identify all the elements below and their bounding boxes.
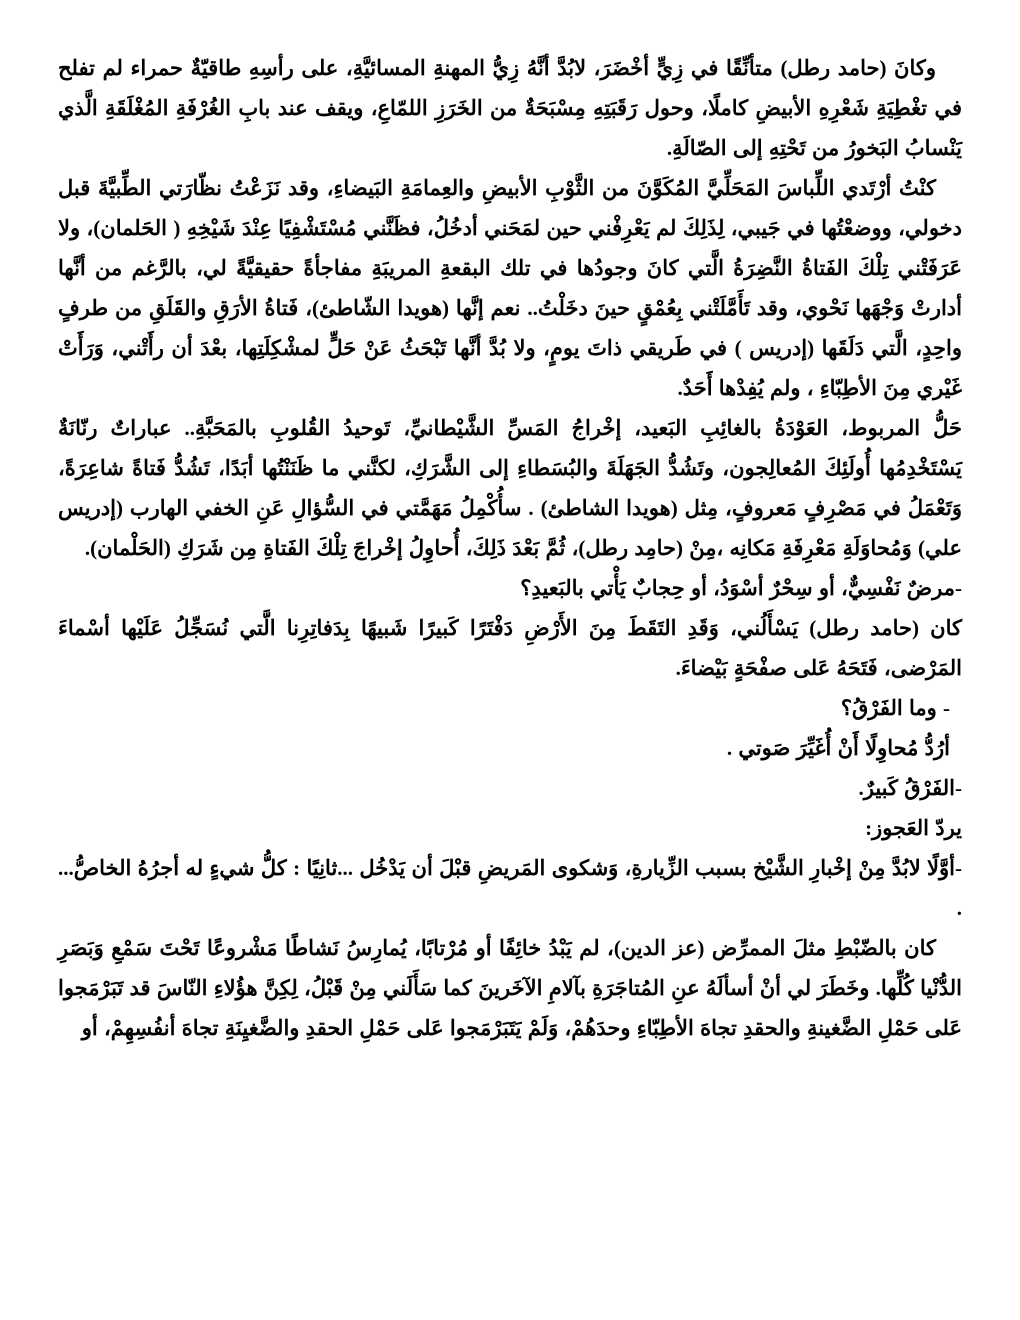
paragraph-narration-5: كان بالضّبْطِ مثلَ الممرِّض (عز الدين)، لم يَبْدُ خائِفًا أو مُرْتابًا، يُمارِسُ نَشاطًا مَشْروعًا تَحْتَ سَمْعِ وَبَصَرِ الدُّنْيا كُلِّها. وخَطَرَ لي أنْ أسألَهُ عنِ المُتاجَرَةِ بآلامِ الآخَرينَ كما سَأَلَني مِنْ قَبْلُ، لِكِنَّ هؤُلاءِ النّاسَ قد تَبَرْمَجوا عَلى حَمْلِ الضَّغينةِ والحقدِ تجاهَ الأطِبّاءِ وحدَهُمْ، وَلَمْ يَتَبَرْمَجوا عَلى حَمْلِ الحقدِ والضَّغيِنَةِ تجاهَ أنفُسِهِمْ، أو [58, 936, 962, 1040]
dialogue-line-what-difference: - وما الفَرْقُ؟ [840, 696, 950, 720]
paragraph-narration-3: حَلُّ المربوط، العَوْدَةُ بالغائِبِ البَعيد، إخْراجُ المَسِّ الشَّيْطانيِّ، تَوحيدُ القُلوبِ بالمَحَبَّةِ.. عباراتٌ رنّانَةٌ يَسْتَخْدِمُها أُولَئِكَ المُعالِجون، وتَشُدُّ الجَهَلَةَ والبُسَطاءِ إلى الشَّرَكِ، لكنَّني ما ظَنَنْتُها أبَدًا، تَشُدُّ فَتاةً شاعِرَةً، وَتَعْمَلُ في مَصْرِفٍ مَعروفٍ، مِثل (هويدا الشاطئ) . سأُكْمِلُ مَهَمَّتي في السُّؤالِ عَنِ الخفي الهارب (إدريس علي) وَمُحاوَلَةِ مَعْرِفَةِ مَكانِه ،مِنْ (حامِد رطل)، ثُمَّ بَعْدَ ذَلِكَ، أُحاوِلُ إخْراجَ تِلْكَ الفَتاةِ مِن شَرَكِ (الحَلْمان). [58, 416, 962, 560]
dialogue-tag-old-man: يردّ العَجوز: [865, 816, 962, 840]
paragraph-narration-2: كنْتُ أرْتَدي اللِّباسَ المَحَلِّيَّ المُكَوَّنَ من الثَّوْبِ الأبيضِ والعِمامَةِ البَيضاءِ، وقد نَزَعْتُ نظّارَتي الطِّبيَّةَ قبل دخولي، ووضعْتُها في جَيبي، لِذَلِكَ لم يَعْرِفْني حين لمَحَني أدخُلُ، فظَنَّني مُسْتَشْفِيًا عِنْدَ شَيْخِهِ ( الحَلمان)، ولا عَرَفَتْني تِلْكَ الفَتاةُ النَّضِرَةُ الَّتي كانَ وجودُها في تلك البقعةِ المريبَةِ مفاجأةً حقيقيَّةً لي، بالرَّغم من أنَّها أدارتْ وَجْهَها نَحْوي، وقد تَأَمَّلَتْني بِعُمْقٍ حينَ دخَلْتُ.. نعم إنَّها (هويدا الشّاطئ)، فَتاةُ الأرَقِ والقَلَقِ من طرفٍ واحِدٍ، الَّتي دَلَقَها (إدريس ) في طَريقي ذاتَ يومٍ، ولا بُدَّ أنَّها تَبْحَثُ عَنْ حَلٍّ لمشْكِلَتِها، بعْدَ أن رأَتْني، وَرَأَتْ غَيْري مِنَ الأطِبّاءِ ، ولم يُفِدْها أَحَدٌ. [58, 176, 962, 400]
dialogue-line-conditions: -أوَّلًا لابُدَّ مِنْ إخْبارِ الشَّيْخ بسبب الزِّيارةِ، وَشكوى المَريضِ قبْلَ أن يَدْخُل ...ثانِيًا : كلُّ شيءٍ له أجرُهُ الخاصُّ... . [58, 856, 962, 920]
dialogue-line-question: -مرضٌ نَفْسِيٌّ، أو سِحْرٌ أسْوَدُ، أو حِجابٌ يَأْتي بالبَعيدِ؟ [520, 576, 962, 600]
dialogue-line-reply: أرُدُّ مُحاوِلًا أَنْ أُغَيِّرَ صَوتي . [726, 736, 950, 760]
paragraph-narration-4: كان (حامد رطل) يَسْأَلُني، وَقَدِ التَقَطَ مِنَ الأَرْضِ دَفْتَرًا كَبيرًا شَبيهًا بِدَفاتِرِنا الَّتي نُسَجِّلُ عَلَيْها أسْماءَ المَرْضى، فَتَحَهُ عَلى صفْحَةٍ بَيْضاءَ. [58, 616, 962, 680]
dialogue-line-big-difference: -الفَرْقُ كَبيرٌ. [858, 776, 962, 800]
paragraph-narration-1: وكانَ (حامد رطل) متأنِّقًا في زِيٍّ أخْضَرَ، لابُدَّ أنَّهُ زِيُّ المهنةِ المسائيَّةِ، على رأسِهِ طاقيّةٌ حمراء لم تفلح في تغْطِيَةِ شَعْرِهِ الأبيضِ كاملًا، وحول رَقَبَتِهِ مِسْبَحَةٌ من الخَرَزِ اللمّاعِ، ويقف عند بابِ الغُرْفَةِ المُغْلَقَةِ الَّذي يَنْسابُ البَخورُ من تَحْتِهِ إلى الصّالَةِ. [58, 56, 962, 160]
